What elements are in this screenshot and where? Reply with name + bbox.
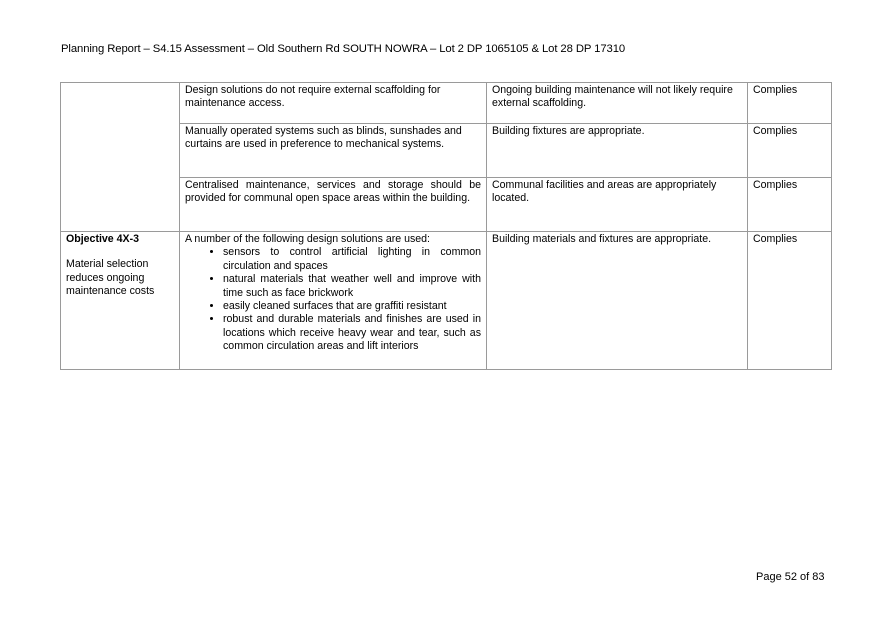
list-item: • robust and durable materials and finishes are used in locations which receive heavy wear and tear, such as common circulation areas and lift interiors — [223, 313, 481, 353]
design-solution-cell: Manually operated systems such as blinds, sunshades and curtains are used in preference to mechanical systems. — [180, 124, 487, 178]
status-cell: Complies — [748, 83, 832, 124]
design-solution-list — [185, 246, 481, 353]
page-number: Page 52 of 83 — [756, 571, 825, 583]
status-cell: Complies — [748, 124, 832, 178]
response-cell: Ongoing building maintenance will not likely require external scaffolding. — [487, 83, 748, 124]
response-cell: Communal facilities and areas are appropriately located. — [487, 178, 748, 232]
list-item: • easily cleaned surfaces that are graffiti resistant — [223, 300, 481, 313]
assessment-table — [60, 82, 832, 370]
table-row — [61, 83, 832, 124]
objective-cell-empty — [61, 83, 180, 232]
status-cell: Complies — [748, 232, 832, 370]
list-item: • sensors to control artificial lighting in common circulation and spaces — [223, 246, 481, 273]
list-item: • natural materials that weather well and improve with time such as face brickwork — [223, 273, 481, 300]
design-solution-cell: Centralised maintenance, services and storage should be provided for communal open space areas within the building. — [180, 178, 487, 232]
status-cell: Complies — [748, 178, 832, 232]
report-header: Planning Report – S4.15 Assessment – Old Southern Rd SOUTH NOWRA – Lot 2 DP 1065105 & Lot 28 DP 17310 — [61, 43, 626, 55]
objective-cell — [61, 232, 180, 370]
design-solution-cell — [180, 232, 487, 370]
design-solution-cell: Design solutions do not require external scaffolding for maintenance access. — [180, 83, 487, 124]
response-cell: Building fixtures are appropriate. — [487, 124, 748, 178]
table-row — [61, 232, 832, 370]
response-cell: Building materials and fixtures are appropriate. — [487, 232, 748, 370]
objective-description: Material selection reduces ongoing maintenance costs — [66, 258, 155, 298]
design-solution-intro: A number of the following design solutions are used: — [185, 233, 430, 245]
objective-title: Objective 4X-3 — [66, 233, 140, 245]
